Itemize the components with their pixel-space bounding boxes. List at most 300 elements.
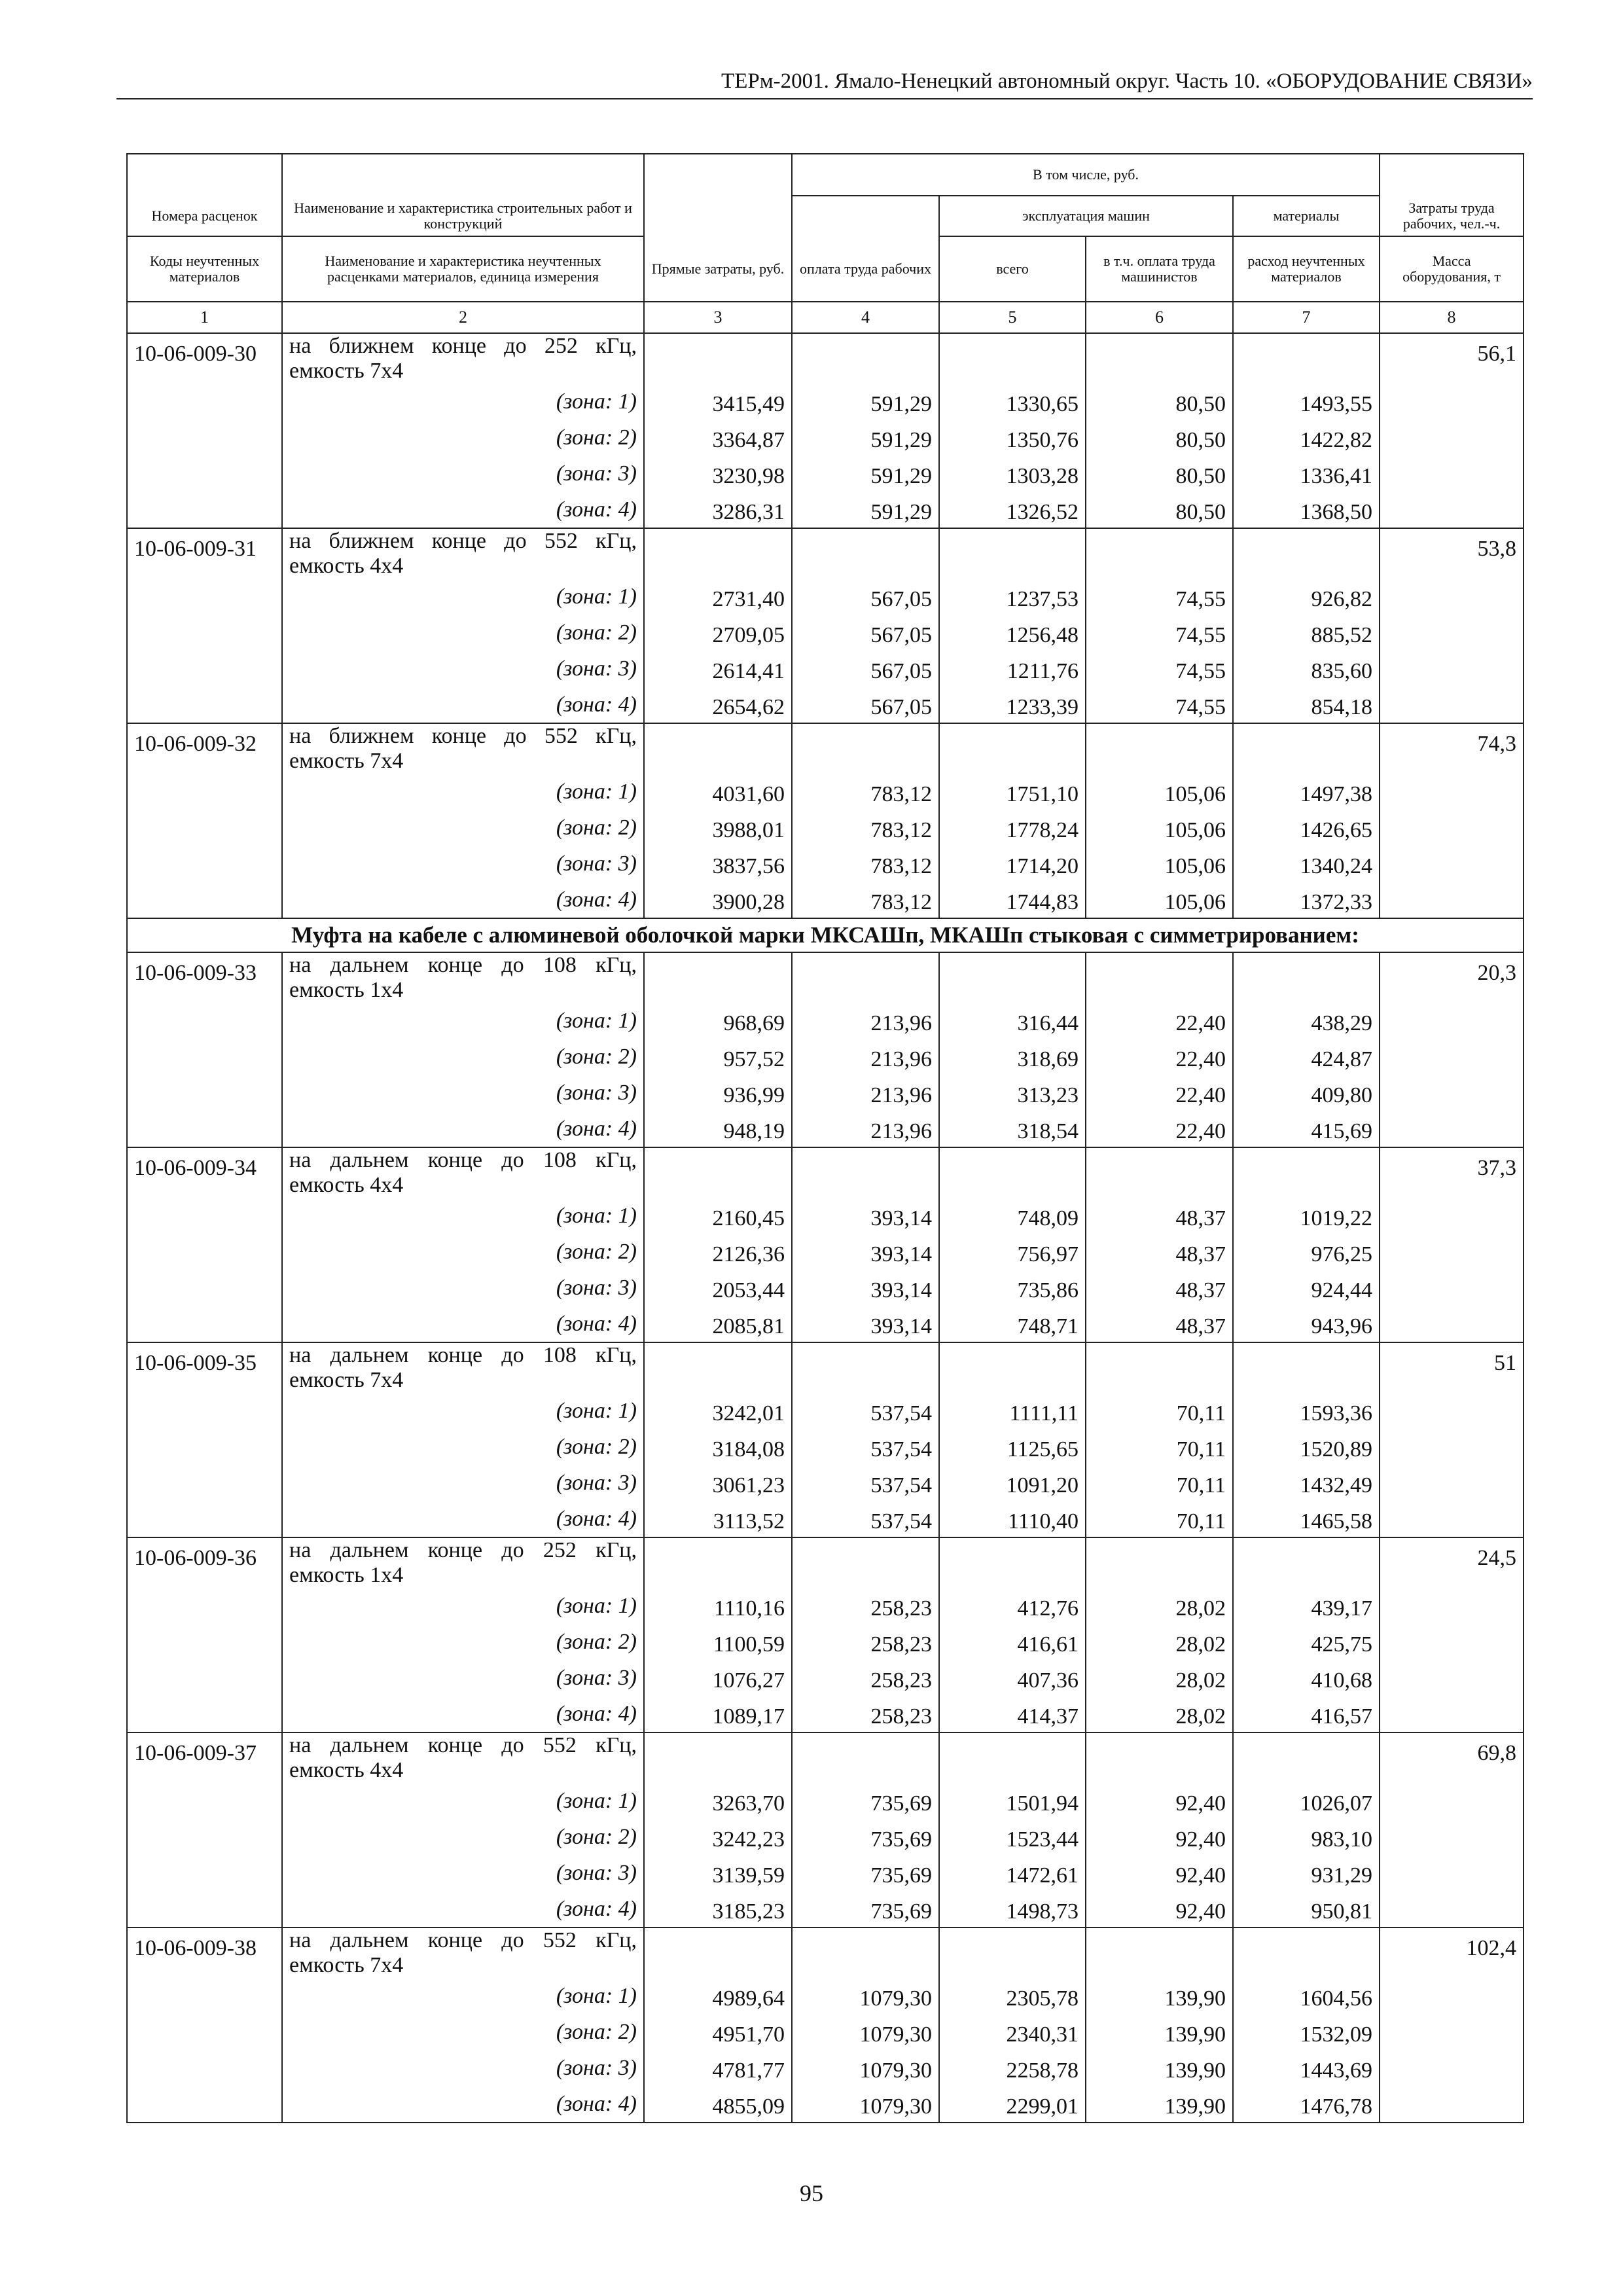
rate-code-spacer bbox=[127, 1819, 282, 1855]
materials: 1026,07 bbox=[1233, 1783, 1380, 1819]
rate-code-spacer bbox=[127, 615, 282, 651]
wages: 537,54 bbox=[792, 1465, 939, 1501]
machines-total: 748,71 bbox=[939, 1306, 1086, 1342]
machinist-wages: 80,50 bbox=[1086, 492, 1233, 528]
materials: 416,57 bbox=[1233, 1696, 1380, 1732]
machines-total: 316,44 bbox=[939, 1003, 1086, 1039]
labor-cost: 74,3 bbox=[1380, 723, 1524, 774]
labor-cost: 51 bbox=[1380, 1342, 1524, 1393]
labor-cost: 102,4 bbox=[1380, 1928, 1524, 1978]
direct-cost: 3415,49 bbox=[644, 384, 792, 420]
labor-spacer bbox=[1380, 1234, 1524, 1270]
labor-spacer bbox=[1380, 1783, 1524, 1819]
labor-spacer bbox=[1380, 1270, 1524, 1306]
wages: 1079,30 bbox=[792, 2086, 939, 2123]
direct-cost: 3184,08 bbox=[644, 1429, 792, 1465]
labor-spacer bbox=[1380, 1819, 1524, 1855]
zone-label: (зона: 2) bbox=[282, 420, 644, 456]
rate-code-spacer bbox=[127, 1270, 282, 1306]
rate-code: 10-06-009-30 bbox=[127, 333, 282, 384]
rate-code-spacer bbox=[127, 492, 282, 528]
empty-cell bbox=[1086, 723, 1233, 774]
direct-cost: 3113,52 bbox=[644, 1501, 792, 1537]
zone-label: (зона: 2) bbox=[282, 1429, 644, 1465]
table-row bbox=[127, 1465, 1524, 1501]
empty-cell bbox=[792, 1342, 939, 1393]
empty-cell bbox=[644, 723, 792, 774]
rate-code-spacer bbox=[127, 882, 282, 918]
machinist-wages: 70,11 bbox=[1086, 1501, 1233, 1537]
materials: 983,10 bbox=[1233, 1819, 1380, 1855]
zone-label: (зона: 1) bbox=[282, 1393, 644, 1429]
empty-cell bbox=[939, 1732, 1086, 1783]
materials: 439,17 bbox=[1233, 1588, 1380, 1624]
rate-code-spacer bbox=[127, 1465, 282, 1501]
rate-code: 10-06-009-37 bbox=[127, 1732, 282, 1783]
materials: 415,69 bbox=[1233, 1111, 1380, 1147]
materials: 1443,69 bbox=[1233, 2050, 1380, 2086]
table-row bbox=[127, 333, 1524, 384]
wages: 783,12 bbox=[792, 810, 939, 846]
wages: 591,29 bbox=[792, 456, 939, 492]
price-table bbox=[126, 153, 1524, 2123]
labor-spacer bbox=[1380, 1501, 1524, 1537]
direct-cost: 936,99 bbox=[644, 1075, 792, 1111]
empty-cell bbox=[939, 1928, 1086, 1978]
rate-code-spacer bbox=[127, 651, 282, 687]
work-name: на дальнем конце до 108 кГц, емкость 1х4 bbox=[289, 953, 637, 1002]
rate-code: 10-06-009-38 bbox=[127, 1928, 282, 1978]
empty-cell bbox=[1233, 1928, 1380, 1978]
labor-spacer bbox=[1380, 2050, 1524, 2086]
direct-cost: 3061,23 bbox=[644, 1465, 792, 1501]
rate-code-spacer bbox=[127, 384, 282, 420]
materials: 409,80 bbox=[1233, 1075, 1380, 1111]
hdr-col3-cell bbox=[644, 154, 792, 196]
table-row bbox=[127, 1003, 1524, 1039]
materials: 835,60 bbox=[1233, 651, 1380, 687]
wages: 567,05 bbox=[792, 615, 939, 651]
materials: 950,81 bbox=[1233, 1891, 1380, 1928]
direct-cost: 2160,45 bbox=[644, 1198, 792, 1234]
wages: 591,29 bbox=[792, 420, 939, 456]
machines-total: 1211,76 bbox=[939, 651, 1086, 687]
zone-label: (зона: 3) bbox=[282, 1270, 644, 1306]
col-number: 3 bbox=[644, 302, 792, 333]
col-number: 8 bbox=[1380, 302, 1524, 333]
machinist-wages: 80,50 bbox=[1086, 384, 1233, 420]
hdr-col5: всего bbox=[939, 236, 1086, 302]
zone-label: (зона: 4) bbox=[282, 1891, 644, 1928]
zone-label: (зона: 1) bbox=[282, 579, 644, 615]
machines-total: 1523,44 bbox=[939, 1819, 1086, 1855]
machinist-wages: 92,40 bbox=[1086, 1855, 1233, 1891]
empty-cell bbox=[1086, 1342, 1233, 1393]
zone-label: (зона: 2) bbox=[282, 1624, 644, 1660]
machines-total: 1326,52 bbox=[939, 492, 1086, 528]
labor-spacer bbox=[1380, 492, 1524, 528]
column-numbers-row bbox=[127, 302, 1524, 333]
direct-cost: 3242,23 bbox=[644, 1819, 792, 1855]
rate-code: 10-06-009-34 bbox=[127, 1147, 282, 1198]
direct-cost: 4781,77 bbox=[644, 2050, 792, 2086]
wages: 735,69 bbox=[792, 1783, 939, 1819]
table-row bbox=[127, 1891, 1524, 1928]
rate-code-spacer bbox=[127, 579, 282, 615]
empty-cell bbox=[1086, 333, 1233, 384]
materials: 1593,36 bbox=[1233, 1393, 1380, 1429]
machines-total: 2258,78 bbox=[939, 2050, 1086, 2086]
wages: 1079,30 bbox=[792, 2014, 939, 2050]
table-row bbox=[127, 528, 1524, 579]
labor-cost: 24,5 bbox=[1380, 1537, 1524, 1588]
table-row bbox=[127, 882, 1524, 918]
empty-cell bbox=[1233, 1732, 1380, 1783]
materials: 854,18 bbox=[1233, 687, 1380, 723]
wages: 537,54 bbox=[792, 1393, 939, 1429]
machines-total: 2305,78 bbox=[939, 1978, 1086, 2014]
empty-cell bbox=[939, 1537, 1086, 1588]
machines-total: 1303,28 bbox=[939, 456, 1086, 492]
labor-spacer bbox=[1380, 810, 1524, 846]
table-row bbox=[127, 456, 1524, 492]
work-name-cell bbox=[282, 952, 644, 1003]
table-row bbox=[127, 1198, 1524, 1234]
labor-cost: 37,3 bbox=[1380, 1147, 1524, 1198]
labor-cost: 53,8 bbox=[1380, 528, 1524, 579]
direct-cost: 4855,09 bbox=[644, 2086, 792, 2123]
machinist-wages: 48,37 bbox=[1086, 1270, 1233, 1306]
zone-label: (зона: 3) bbox=[282, 651, 644, 687]
table-row bbox=[127, 1429, 1524, 1465]
labor-spacer bbox=[1380, 1039, 1524, 1075]
zone-label: (зона: 2) bbox=[282, 1819, 644, 1855]
table-row bbox=[127, 2086, 1524, 2123]
materials: 438,29 bbox=[1233, 1003, 1380, 1039]
machines-total: 1125,65 bbox=[939, 1429, 1086, 1465]
materials: 931,29 bbox=[1233, 1855, 1380, 1891]
hdr-col1-bottom: Коды неучтенных материалов bbox=[127, 236, 282, 302]
wages: 258,23 bbox=[792, 1588, 939, 1624]
wages: 258,23 bbox=[792, 1624, 939, 1660]
machinist-wages: 139,90 bbox=[1086, 2050, 1233, 2086]
labor-cost: 56,1 bbox=[1380, 333, 1524, 384]
machinist-wages: 28,02 bbox=[1086, 1588, 1233, 1624]
materials: 926,82 bbox=[1233, 579, 1380, 615]
machines-total: 414,37 bbox=[939, 1696, 1086, 1732]
empty-cell bbox=[792, 528, 939, 579]
direct-cost: 948,19 bbox=[644, 1111, 792, 1147]
table-row bbox=[127, 492, 1524, 528]
empty-cell bbox=[792, 723, 939, 774]
work-name: на дальнем конце до 552 кГц, емкость 4х4 bbox=[289, 1733, 637, 1782]
machinist-wages: 92,40 bbox=[1086, 1819, 1233, 1855]
empty-cell bbox=[1233, 1537, 1380, 1588]
wages: 213,96 bbox=[792, 1075, 939, 1111]
table-row bbox=[127, 1234, 1524, 1270]
rate-code-spacer bbox=[127, 1429, 282, 1465]
materials: 1476,78 bbox=[1233, 2086, 1380, 2123]
materials: 410,68 bbox=[1233, 1660, 1380, 1696]
table-row bbox=[127, 420, 1524, 456]
table-row bbox=[127, 1111, 1524, 1147]
table-row bbox=[127, 846, 1524, 882]
hdr-col6: в т.ч. оплата труда машинистов bbox=[1086, 236, 1233, 302]
empty-cell bbox=[939, 723, 1086, 774]
machinist-wages: 74,55 bbox=[1086, 615, 1233, 651]
rate-code-spacer bbox=[127, 1855, 282, 1891]
labor-spacer bbox=[1380, 1978, 1524, 2014]
rate-code-spacer bbox=[127, 456, 282, 492]
machinist-wages: 80,50 bbox=[1086, 420, 1233, 456]
labor-spacer bbox=[1380, 687, 1524, 723]
machinist-wages: 22,40 bbox=[1086, 1075, 1233, 1111]
work-name: на дальнем конце до 252 кГц, емкость 1х4 bbox=[289, 1538, 637, 1587]
wages: 258,23 bbox=[792, 1660, 939, 1696]
rate-code-spacer bbox=[127, 1003, 282, 1039]
direct-cost: 957,52 bbox=[644, 1039, 792, 1075]
table-row bbox=[127, 774, 1524, 810]
wages: 537,54 bbox=[792, 1501, 939, 1537]
zone-label: (зона: 4) bbox=[282, 1111, 644, 1147]
zone-label: (зона: 3) bbox=[282, 1465, 644, 1501]
machines-total: 1233,39 bbox=[939, 687, 1086, 723]
machinist-wages: 74,55 bbox=[1086, 687, 1233, 723]
empty-cell bbox=[644, 528, 792, 579]
machines-total: 2340,31 bbox=[939, 2014, 1086, 2050]
table-row bbox=[127, 1501, 1524, 1537]
wages: 783,12 bbox=[792, 774, 939, 810]
labor-spacer bbox=[1380, 1306, 1524, 1342]
wages: 735,69 bbox=[792, 1855, 939, 1891]
direct-cost: 4031,60 bbox=[644, 774, 792, 810]
zone-label: (зона: 4) bbox=[282, 1501, 644, 1537]
col-number: 4 bbox=[792, 302, 939, 333]
direct-cost: 1089,17 bbox=[644, 1696, 792, 1732]
rate-code: 10-06-009-35 bbox=[127, 1342, 282, 1393]
machinist-wages: 92,40 bbox=[1086, 1891, 1233, 1928]
materials: 425,75 bbox=[1233, 1624, 1380, 1660]
table-row bbox=[127, 1588, 1524, 1624]
wages: 567,05 bbox=[792, 651, 939, 687]
labor-spacer bbox=[1380, 2014, 1524, 2050]
wages: 591,29 bbox=[792, 384, 939, 420]
table-row bbox=[127, 1537, 1524, 1588]
zone-label: (зона: 4) bbox=[282, 2086, 644, 2123]
rate-code: 10-06-009-36 bbox=[127, 1537, 282, 1588]
machinist-wages: 22,40 bbox=[1086, 1003, 1233, 1039]
materials: 1340,24 bbox=[1233, 846, 1380, 882]
work-name: на дальнем конце до 108 кГц, емкость 7х4 bbox=[289, 1343, 637, 1392]
zone-label: (зона: 2) bbox=[282, 1234, 644, 1270]
machinist-wages: 80,50 bbox=[1086, 456, 1233, 492]
table-row bbox=[127, 1306, 1524, 1342]
table-row bbox=[127, 1928, 1524, 1978]
empty-cell bbox=[939, 1147, 1086, 1198]
materials: 943,96 bbox=[1233, 1306, 1380, 1342]
machinist-wages: 70,11 bbox=[1086, 1393, 1233, 1429]
rate-code-spacer bbox=[127, 1891, 282, 1928]
zone-label: (зона: 3) bbox=[282, 1075, 644, 1111]
labor-spacer bbox=[1380, 384, 1524, 420]
rate-code-spacer bbox=[127, 1696, 282, 1732]
hdr-col8-top: Затраты труда рабочих, чел.-ч. bbox=[1380, 196, 1524, 236]
zone-label: (зона: 3) bbox=[282, 2050, 644, 2086]
empty-cell bbox=[1086, 952, 1233, 1003]
empty-cell bbox=[1233, 1342, 1380, 1393]
materials: 1432,49 bbox=[1233, 1465, 1380, 1501]
table-row bbox=[127, 1039, 1524, 1075]
rate-code-spacer bbox=[127, 687, 282, 723]
col-number: 1 bbox=[127, 302, 282, 333]
machinist-wages: 92,40 bbox=[1086, 1783, 1233, 1819]
zone-label: (зона: 2) bbox=[282, 1039, 644, 1075]
machinist-wages: 105,06 bbox=[1086, 846, 1233, 882]
machinist-wages: 48,37 bbox=[1086, 1306, 1233, 1342]
machines-total: 2299,01 bbox=[939, 2086, 1086, 2123]
table-row bbox=[127, 810, 1524, 846]
zone-label: (зона: 4) bbox=[282, 687, 644, 723]
labor-spacer bbox=[1380, 1588, 1524, 1624]
col-number: 5 bbox=[939, 302, 1086, 333]
machines-total: 1111,11 bbox=[939, 1393, 1086, 1429]
labor-spacer bbox=[1380, 1003, 1524, 1039]
empty-cell bbox=[939, 952, 1086, 1003]
empty-cell bbox=[1086, 1928, 1233, 1978]
hdr-col7: расход неучтенных материалов bbox=[1233, 236, 1380, 302]
rate-code-spacer bbox=[127, 774, 282, 810]
wages: 393,14 bbox=[792, 1306, 939, 1342]
machinist-wages: 28,02 bbox=[1086, 1696, 1233, 1732]
empty-cell bbox=[792, 1732, 939, 1783]
labor-spacer bbox=[1380, 882, 1524, 918]
zone-label: (зона: 3) bbox=[282, 456, 644, 492]
zone-label: (зона: 1) bbox=[282, 384, 644, 420]
rate-code-spacer bbox=[127, 1588, 282, 1624]
zone-label: (зона: 4) bbox=[282, 1696, 644, 1732]
rate-code-spacer bbox=[127, 1393, 282, 1429]
table-row bbox=[127, 723, 1524, 774]
empty-cell bbox=[939, 528, 1086, 579]
labor-spacer bbox=[1380, 579, 1524, 615]
empty-cell bbox=[939, 1342, 1086, 1393]
zone-label: (зона: 3) bbox=[282, 846, 644, 882]
empty-cell bbox=[1086, 1147, 1233, 1198]
table-row bbox=[127, 1660, 1524, 1696]
direct-cost: 2126,36 bbox=[644, 1234, 792, 1270]
zone-label: (зона: 3) bbox=[282, 1660, 644, 1696]
wages: 591,29 bbox=[792, 492, 939, 528]
direct-cost: 3185,23 bbox=[644, 1891, 792, 1928]
empty-cell bbox=[1233, 1147, 1380, 1198]
machines-total: 756,97 bbox=[939, 1234, 1086, 1270]
hdr-incl: В том числе, руб. bbox=[792, 154, 1380, 196]
materials: 924,44 bbox=[1233, 1270, 1380, 1306]
direct-cost: 3263,70 bbox=[644, 1783, 792, 1819]
zone-label: (зона: 2) bbox=[282, 810, 644, 846]
labor-spacer bbox=[1380, 1198, 1524, 1234]
labor-spacer bbox=[1380, 1075, 1524, 1111]
empty-cell bbox=[792, 333, 939, 384]
materials: 424,87 bbox=[1233, 1039, 1380, 1075]
empty-cell bbox=[644, 1928, 792, 1978]
direct-cost: 3242,01 bbox=[644, 1393, 792, 1429]
direct-cost: 3988,01 bbox=[644, 810, 792, 846]
hdr-col2-top-cell bbox=[282, 154, 644, 196]
machines-total: 1714,20 bbox=[939, 846, 1086, 882]
direct-cost: 2085,81 bbox=[644, 1306, 792, 1342]
empty-cell bbox=[1233, 952, 1380, 1003]
hdr-col2-bottom: Наименование и характеристика неучтенных расценками материалов, единица измерения bbox=[282, 236, 644, 302]
rate-code-spacer bbox=[127, 1501, 282, 1537]
wages: 393,14 bbox=[792, 1198, 939, 1234]
wages: 735,69 bbox=[792, 1819, 939, 1855]
rate-code-spacer bbox=[127, 1978, 282, 2014]
work-name-cell bbox=[282, 1342, 644, 1393]
table-row bbox=[127, 2050, 1524, 2086]
materials: 1368,50 bbox=[1233, 492, 1380, 528]
machinist-wages: 48,37 bbox=[1086, 1198, 1233, 1234]
hdr-col2-top: Наименование и характеристика строительных работ и конструкций bbox=[282, 196, 644, 236]
machinist-wages: 74,55 bbox=[1086, 651, 1233, 687]
machines-total: 1091,20 bbox=[939, 1465, 1086, 1501]
rate-code-spacer bbox=[127, 1660, 282, 1696]
rate-code-spacer bbox=[127, 420, 282, 456]
rate-code: 10-06-009-33 bbox=[127, 952, 282, 1003]
labor-spacer bbox=[1380, 615, 1524, 651]
labor-spacer bbox=[1380, 1111, 1524, 1147]
direct-cost: 968,69 bbox=[644, 1003, 792, 1039]
rate-code-spacer bbox=[127, 1624, 282, 1660]
machinist-wages: 22,40 bbox=[1086, 1039, 1233, 1075]
machinist-wages: 28,02 bbox=[1086, 1624, 1233, 1660]
machines-total: 1778,24 bbox=[939, 810, 1086, 846]
machines-total: 407,36 bbox=[939, 1660, 1086, 1696]
table-row bbox=[127, 1819, 1524, 1855]
machines-total: 318,69 bbox=[939, 1039, 1086, 1075]
rate-code-spacer bbox=[127, 1198, 282, 1234]
work-name-cell bbox=[282, 723, 644, 774]
machines-total: 748,09 bbox=[939, 1198, 1086, 1234]
wages: 393,14 bbox=[792, 1270, 939, 1306]
materials: 1532,09 bbox=[1233, 2014, 1380, 2050]
hdr-col8-bottom: Масса оборудования, т bbox=[1380, 236, 1524, 302]
wages: 567,05 bbox=[792, 687, 939, 723]
direct-cost: 3900,28 bbox=[644, 882, 792, 918]
direct-cost: 2709,05 bbox=[644, 615, 792, 651]
running-header: ТЕРм-2001. Ямало-Ненецкий автономный округ. Часть 10. «ОБОРУДОВАНИЕ СВЯЗИ» bbox=[116, 68, 1533, 99]
direct-cost: 4989,64 bbox=[644, 1978, 792, 2014]
hdr-materials: материалы bbox=[1233, 196, 1380, 236]
wages: 213,96 bbox=[792, 1111, 939, 1147]
table-row bbox=[127, 579, 1524, 615]
machinist-wages: 48,37 bbox=[1086, 1234, 1233, 1270]
work-name-cell bbox=[282, 1537, 644, 1588]
machines-total: 1110,40 bbox=[939, 1501, 1086, 1537]
work-name-cell bbox=[282, 528, 644, 579]
empty-cell bbox=[1086, 1537, 1233, 1588]
machinist-wages: 74,55 bbox=[1086, 579, 1233, 615]
table-row bbox=[127, 1147, 1524, 1198]
col-number: 7 bbox=[1233, 302, 1380, 333]
wages: 258,23 bbox=[792, 1696, 939, 1732]
hdr-col1-top: Номера расценок bbox=[127, 196, 282, 236]
table-row bbox=[127, 1393, 1524, 1429]
hdr-col3-spacer bbox=[644, 196, 792, 236]
wages: 1079,30 bbox=[792, 2050, 939, 2086]
rate-code-spacer bbox=[127, 2014, 282, 2050]
wages: 1079,30 bbox=[792, 1978, 939, 2014]
